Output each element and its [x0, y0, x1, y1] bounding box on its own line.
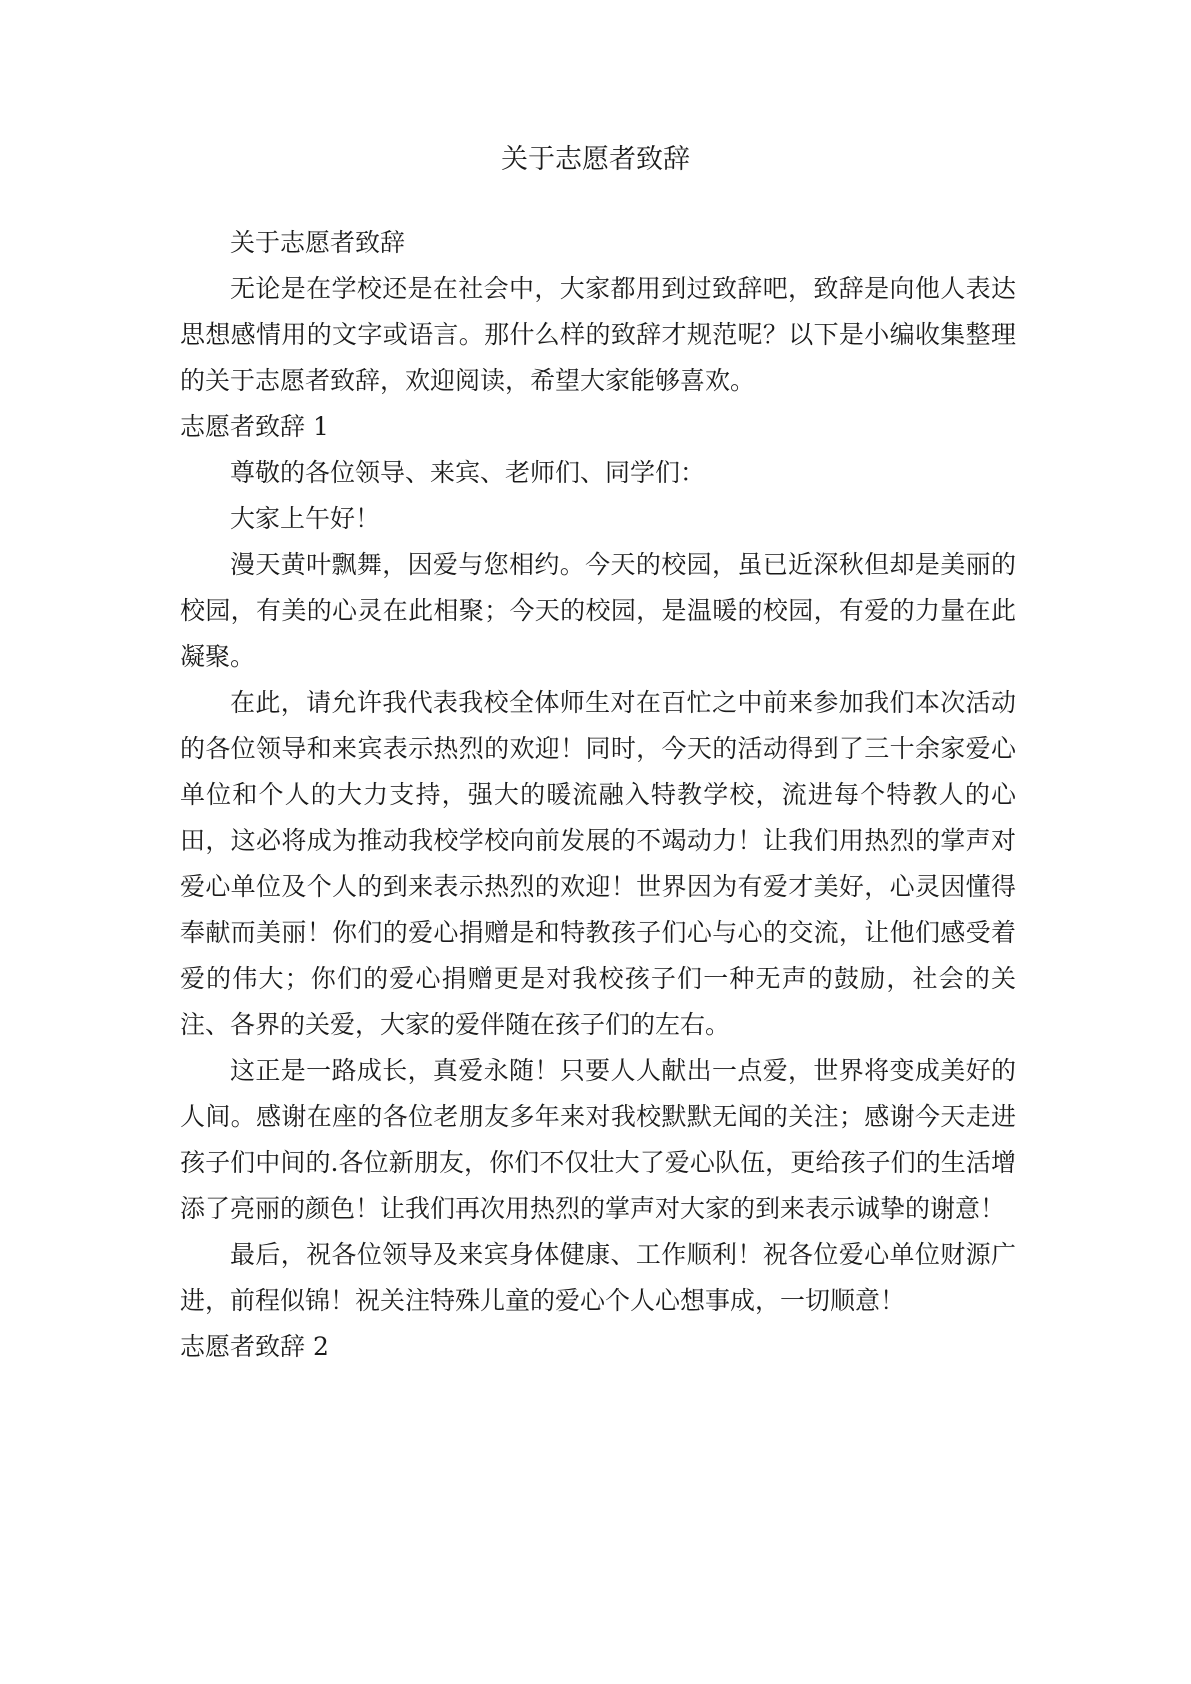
paragraph-body-3: 这正是一路成长，真爱永随！只要人人献出一点爱，世界将变成美好的人间。感谢在座的各位老朋友多年来对我校默默无闻的关注；感谢今天走进孩子们中间的.各位新朋友，你们不仅壮大了爱心队伍，更给孩子们的生活增添了亮丽的颜色！让我们再次用热烈的掌声对大家的到来表示诚挚的谢意！: [180, 1056, 1016, 1223]
paragraph-intro: 无论是在学校还是在社会中，大家都用到过致辞吧，致辞是向他人表达思想感情用的文字或语言。那什么样的致辞才规范呢？以下是小编收集整理的关于志愿者致辞，欢迎阅读，希望大家能够喜欢。: [180, 274, 1016, 395]
paragraph-body-1: 漫天黄叶飘舞，因爱与您相约。今天的校园，虽已近深秋但却是美丽的校园，有美的心灵在此相聚；今天的校园，是温暖的校园，有爱的力量在此凝聚。: [180, 550, 1016, 671]
paragraph-salutation: 尊敬的各位领导、来宾、老师们、同学们：: [230, 458, 706, 487]
document-body: [180, 220, 1016, 1370]
paragraph-greeting: 大家上午好！: [230, 504, 381, 533]
paragraph-closing: 最后，祝各位领导及来宾身体健康、工作顺利！祝各位爱心单位财源广进，前程似锦！祝关注特殊儿童的爱心个人心想事成，一切顺意！: [180, 1240, 1016, 1315]
paragraph-subtitle: 关于志愿者致辞: [230, 228, 406, 257]
document-title: 关于志愿者致辞: [501, 144, 690, 175]
section-heading-2: 志愿者致辞 2: [180, 1332, 329, 1361]
section-heading-1: 志愿者致辞 1: [180, 412, 329, 441]
paragraph-body-2: 在此，请允许我代表我校全体师生对在百忙之中前来参加我们本次活动的各位领导和来宾表示热烈的欢迎！同时，今天的活动得到了三十余家爱心单位和个人的大力支持，强大的暖流融入特教学校，流进每个特教人的心田，这必将成为推动我校学校向前发展的不竭动力！让我们用热烈的掌声对爱心单位及个人的到来表示热烈的欢迎！世界因为有爱才美好，心灵因懂得奉献而美丽！你们的爱心捐赠是和特教孩子们心与心的交流，让他们感受着爱的伟大；你们的爱心捐赠更是对我校孩子们一种无声的鼓励，社会的关注、各界的关爱，大家的爱伴随在孩子们的左右。: [180, 688, 1016, 1039]
